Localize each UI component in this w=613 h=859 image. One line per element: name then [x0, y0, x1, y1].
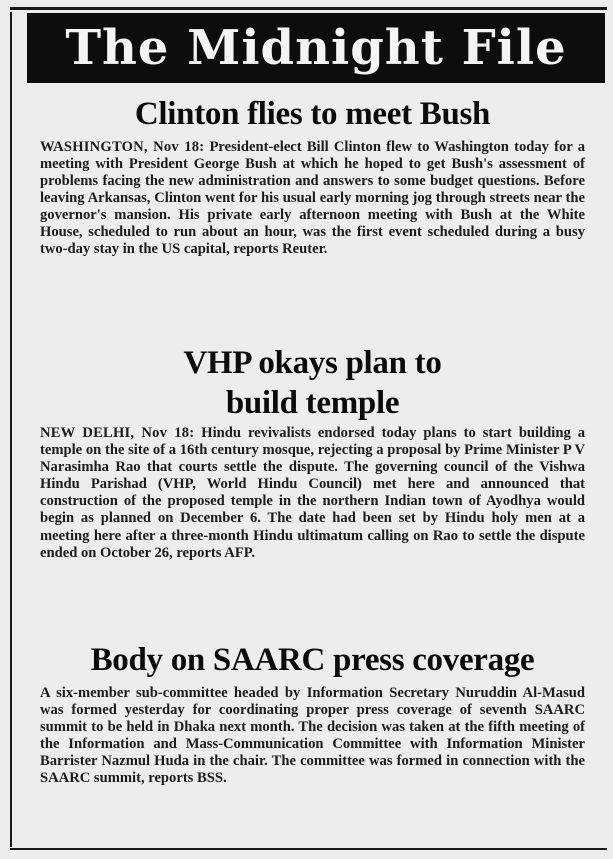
- masthead-title: The Midnight File: [27, 13, 605, 83]
- article-vhp-temple: [40, 343, 585, 562]
- article-text: President-elect Bill Clinton flew to Washington today for a meeting with President George Bush at which he hoped to get Bush's assessment of problems facing the new administration and answers to some budget questions. Before leaving Arkansas, Clinton went for his usual early morning jog through streets near the governor's mansion. His private early afternoon meeting with Bush at the White House, scheduled to run about an hour, was the first event scheduled during a busy two-day stay in the US capital, reports Reuter.: [40, 138, 586, 258]
- bottom-border-rule: [10, 848, 607, 850]
- headline-line-1: VHP okays plan to: [183, 345, 442, 381]
- article-headline: Clinton flies to meet Bush: [134, 96, 491, 132]
- article-text: A six-member sub-committee headed by Information Secretary Nuruddin Al-Masud was formed yesterday for coordinating proper press coverage of seventh SAARC summit to be held in Dhaka next month. The decision was taken at the fifth meeting of the Information and Mass-Communication Committee with Information Minister Barrister Nazmul Huda in the chair. The committee was formed in connection with the SAARC summit, reports BSS.: [40, 684, 585, 787]
- article-headline: [40, 343, 585, 423]
- article-dateline: NEW DELHI, Nov 18:: [40, 425, 195, 441]
- article-headline: Body on SAARC press coverage: [90, 642, 535, 678]
- article-body: [40, 685, 585, 788]
- article-text: Hindu revivalists endorsed today plans to start building a temple on the site of a 16th century mosque, rejecting a proposal by Prime Minister P V Narasimha Rao that courts settle the dispute. The governing council of the Vishwa Hindu Parishad (VHP, World Hindu Council) met here and announced that construction of the proposed temple in the northern Indian town of Ayodhya would begin as planned on December 6. The date had been set by Hindu holy men at a meeting here after a three-month Hindu ultimatum calling on Rao to settle the dispute ended on October 26, reports AFP.: [40, 425, 585, 561]
- article-body: [40, 139, 585, 259]
- article-body: [40, 425, 585, 562]
- article-clinton-bush: [40, 97, 585, 258]
- article-saarc-coverage: [40, 643, 585, 787]
- article-dateline: WASHINGTON, Nov 18:: [40, 138, 205, 155]
- headline-line-2: build temple: [225, 385, 400, 421]
- top-border-rule: [10, 7, 607, 10]
- left-border-rule: [10, 12, 12, 847]
